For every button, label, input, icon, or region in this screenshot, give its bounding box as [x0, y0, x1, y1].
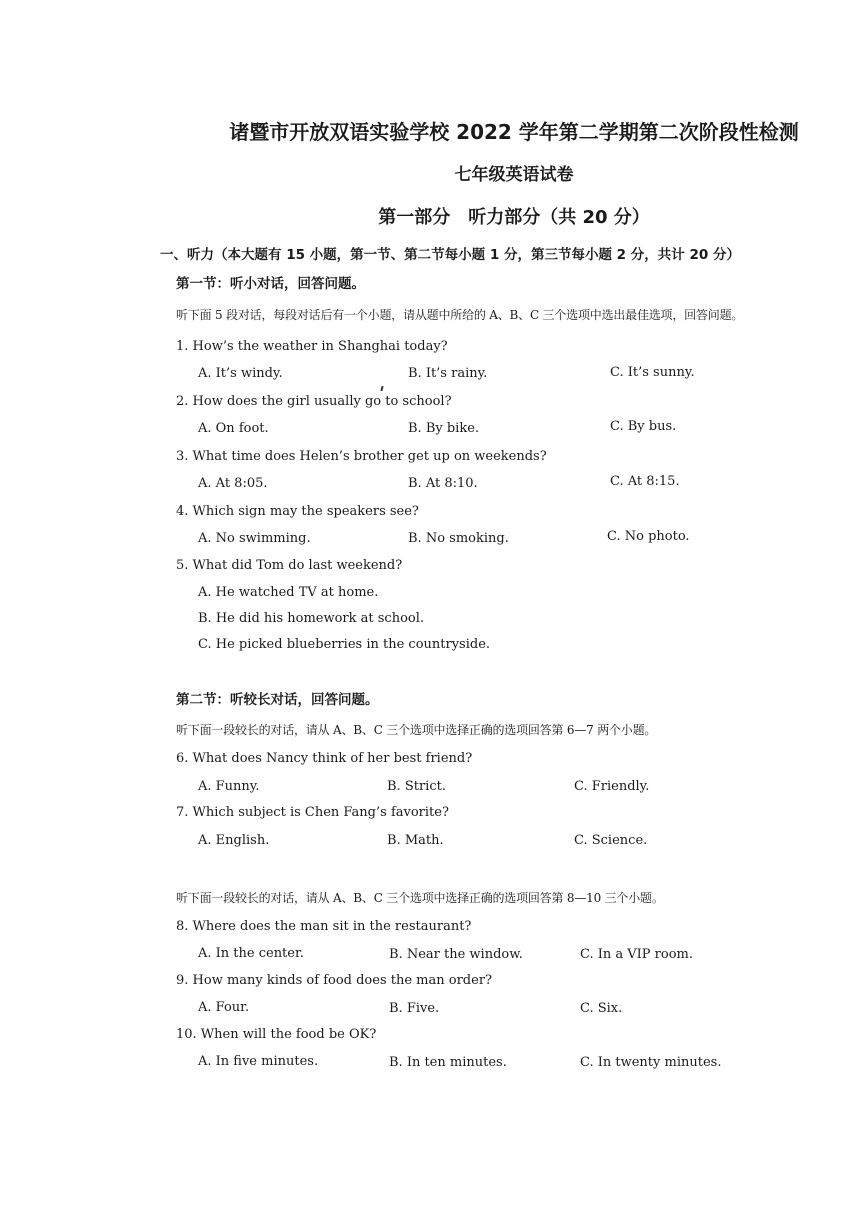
section1-title: 第一节：听小对话，回答问题。	[176, 276, 365, 292]
option-2a: A. On foot.	[198, 421, 269, 436]
option-8c: C. In a VIP room.	[580, 947, 694, 962]
option-6a: A. Funny.	[198, 779, 260, 794]
option-10c: C. In twenty minutes.	[580, 1055, 722, 1070]
option-7a: A. English.	[198, 833, 270, 848]
question-10: 10. When will the food be OK?	[176, 1027, 377, 1042]
option-7b: B. Math.	[387, 833, 444, 848]
option-5b: B. He did his homework at school.	[198, 611, 425, 626]
option-1a: A. It’s windy.	[198, 366, 283, 381]
option-4b: B. No smoking.	[408, 531, 509, 546]
listening-heading: 一、听力（本大题有 15 小题，第一节、第二节每小题 1 分，第三节每小题 2 分，共计 20 分）	[160, 247, 740, 263]
option-9a: A. Four.	[198, 1000, 250, 1015]
question-5: 5. What did Tom do last weekend?	[176, 558, 403, 573]
option-7c: C. Science.	[574, 833, 648, 848]
section2-title: 第二节：听较长对话，回答问题。	[176, 692, 379, 708]
option-2c: C. By bus.	[610, 419, 677, 434]
option-10a: A. In five minutes.	[198, 1054, 319, 1069]
option-6b: B. Strict.	[387, 779, 446, 794]
section2-instruction-1: 听下面一段较长的对话，请从 A、B、C 三个选项中选择正确的选项回答第 6—7 两个小题。	[176, 723, 657, 737]
option-3a: A. At 8:05.	[198, 476, 268, 491]
option-2b: B. By bike.	[408, 421, 480, 436]
option-9b: B. Five.	[389, 1001, 440, 1016]
option-4c: C. No photo.	[607, 529, 690, 544]
option-5a: A. He watched TV at home.	[198, 585, 379, 600]
option-5c: C. He picked blueberries in the countryside.	[198, 637, 491, 652]
part-heading: 第一部分 听力部分（共 20 分）	[378, 207, 650, 228]
option-4a: A. No swimming.	[198, 531, 311, 546]
option-9c: C. Six.	[580, 1001, 623, 1016]
question-9: 9. How many kinds of food does the man order?	[176, 973, 492, 988]
section2-instruction-2: 听下面一段较长的对话，请从 A、B、C 三个选项中选择正确的选项回答第 8—10 三个小题。	[176, 891, 664, 905]
stray-mark	[380, 386, 383, 391]
option-3b: B. At 8:10.	[408, 476, 478, 491]
option-6c: C. Friendly.	[574, 779, 650, 794]
option-1b: B. It’s rainy.	[408, 366, 488, 381]
question-8: 8. Where does the man sit in the restaurant?	[176, 919, 472, 934]
option-8b: B. Near the window.	[389, 947, 523, 962]
option-8a: A. In the center.	[198, 946, 304, 961]
question-2: 2. How does the girl usually go to school?	[176, 394, 452, 409]
question-4: 4. Which sign may the speakers see?	[176, 504, 419, 519]
option-1c: C. It’s sunny.	[610, 365, 695, 380]
option-10b: B. In ten minutes.	[389, 1055, 507, 1070]
exam-title: 诸暨市开放双语实验学校 2022 学年第二学期第二次阶段性检测	[229, 120, 799, 144]
question-3: 3. What time does Helen’s brother get up on weekends?	[176, 449, 547, 464]
section1-instruction: 听下面 5 段对话，每段对话后有一个小题，请从题中所给的 A、B、C 三个选项中选出最佳选项，回答问题。	[176, 308, 744, 322]
option-3c: C. At 8:15.	[610, 474, 680, 489]
question-1: 1. How’s the weather in Shanghai today?	[176, 339, 448, 354]
question-7: 7. Which subject is Chen Fang’s favorite?	[176, 805, 449, 820]
exam-subtitle: 七年级英语试卷	[454, 165, 574, 185]
question-6: 6. What does Nancy think of her best friend?	[176, 751, 473, 766]
